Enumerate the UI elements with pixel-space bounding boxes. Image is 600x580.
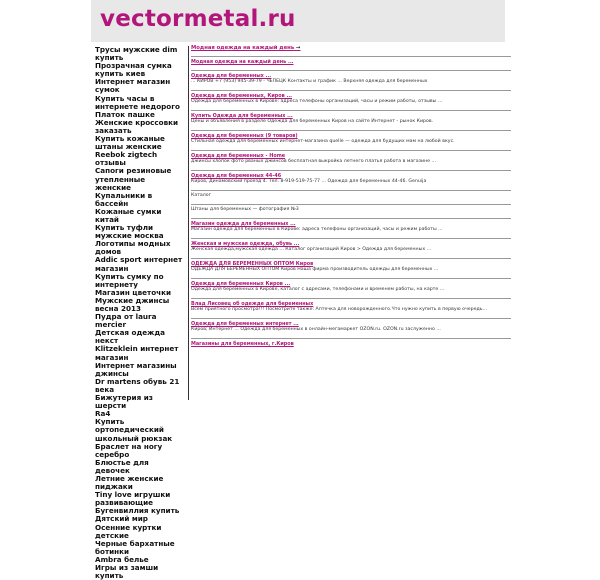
entry-snippet: Каталог	[191, 193, 212, 198]
entry-title-link[interactable]: Одежда для беременных (9 товаров)	[191, 133, 298, 139]
entry-snippet: Женская одежда,мужская одежда ... Каталог организаций Киров > Одежда для беременных ...	[191, 247, 432, 252]
entry-separator	[191, 278, 511, 279]
top-link[interactable]	[191, 45, 511, 51]
entry-title-link[interactable]: Магазины для беременных, г.Киров	[191, 341, 294, 347]
sidebar-link[interactable]: Прозрачная сумка купить киев	[95, 61, 172, 79]
sidebar-link[interactable]: Reebok zigtech отзывы	[95, 150, 158, 168]
sidebar-link[interactable]: Логотипы модных домов	[95, 239, 171, 257]
entry-separator	[191, 238, 511, 239]
entry-separator	[191, 218, 511, 219]
sidebar-link[interactable]: Купальники в бассейн	[95, 190, 153, 208]
result-entry	[191, 193, 511, 199]
site-header	[91, 0, 505, 42]
entry-separator	[191, 190, 511, 191]
entry-snippet: Одежда для беременных в Кирове, каталог с адресами, телефонами и временем работы, на карте ...	[191, 287, 445, 292]
sidebar-link[interactable]: Женские кроссовки заказать	[95, 117, 179, 135]
sidebar-link[interactable]: Купить туфли мужские москва	[95, 223, 164, 241]
entry-title-link[interactable]: Одежда для беременных, Киров ...	[191, 93, 293, 99]
sidebar-divider	[188, 46, 189, 400]
entry-separator	[191, 110, 511, 111]
sidebar-link[interactable]: Ra4	[95, 409, 111, 419]
result-entry	[191, 281, 511, 293]
sidebar-link[interactable]: Игры из замши купить	[95, 563, 159, 580]
sidebar-link[interactable]: Мужские джинсы весна 2013	[95, 295, 170, 313]
site-title[interactable]: vectormetal.ru	[100, 6, 296, 32]
entry-title-link[interactable]: Модная одежда на каждый день ...	[191, 59, 294, 65]
sidebar-link[interactable]: Купить сумку по интернету	[95, 271, 164, 289]
entry-separator	[191, 338, 511, 339]
entry-separator	[191, 130, 511, 131]
result-entry	[191, 221, 511, 233]
sidebar-link[interactable]: Addic sport интернет магазин	[95, 255, 183, 273]
sidebar-link[interactable]: Блюстье для девочек	[95, 457, 149, 475]
sidebar-link[interactable]: Сапоги резиновые утепленные женские	[95, 166, 172, 192]
entry-separator	[191, 170, 511, 171]
result-entry	[191, 153, 511, 165]
sidebar-link[interactable]: Осенние куртки детские	[95, 522, 162, 540]
entry-separator	[191, 70, 511, 71]
entry-separator	[191, 258, 511, 259]
sidebar	[95, 45, 183, 580]
result-entry	[191, 301, 511, 313]
entry-snippet: джинсы хлопок фото рваных джинсов бесплатная выкройка летнего платья работа в магазине ...	[191, 159, 437, 164]
entry-title-link[interactable]: Влад Лисовец об одежде для беременных	[191, 301, 314, 307]
entry-snippet: Одежда для беременных в Кирове: адреса телефоны организаций, часы и режим работы, отзывы ...	[191, 99, 443, 104]
sidebar-link[interactable]: Дятский мир	[95, 514, 148, 524]
result-entry	[191, 113, 511, 125]
result-entry	[191, 241, 511, 253]
entry-separator	[191, 298, 511, 299]
sidebar-link[interactable]: Dr martens обувь 21 века	[95, 376, 180, 394]
entry-title-link[interactable]: Одежда для беременных Киров ...	[191, 281, 291, 287]
sidebar-link[interactable]: Детская одежда некст	[95, 328, 165, 346]
entry-snippet: Магазин одежда для беременных в Кирове: адреса телефоны организаций, часы и режим работы ...	[191, 227, 443, 232]
result-entry	[191, 321, 511, 333]
arrow-right-icon: →	[296, 45, 301, 51]
entry-snippet: Штаны для беременных — фотография №3	[191, 207, 299, 212]
result-list	[191, 56, 511, 347]
sidebar-link[interactable]: Браслет на ногу серебро	[95, 441, 163, 459]
entry-title-link[interactable]: Одежда для беременных ...	[191, 73, 272, 79]
result-entry	[191, 207, 511, 213]
result-entry	[191, 261, 511, 273]
sidebar-link[interactable]: Магазин цветочки	[95, 287, 171, 297]
sidebar-link[interactable]: Tiny love игрушки развивающие	[95, 490, 171, 508]
entry-snippet: ... КИРОВ +7 (953) 945-39-79 - ЧЕПЕЦК Контакты и график ... Верхняя одежда для беременных	[191, 79, 428, 84]
entry-snippet: Стильная одежда для беременных интернет-магазина quelle — одежда для будущих мам на любой вкус.	[191, 139, 455, 144]
sidebar-link[interactable]: Платок пашке	[95, 109, 155, 119]
main-content	[191, 45, 511, 400]
entry-title-link[interactable]: Одежда для беременных интернет ...	[191, 321, 299, 327]
entry-snippet: ОДЕЖДА ДЛЯ БЕРЕМЕННЫХ ОПТОМ Киров Наша фирма производитель одежды для беременных ...	[191, 267, 439, 272]
sidebar-link[interactable]: Ambra белье	[95, 554, 149, 564]
sidebar-link[interactable]: Летние женские пиджаки	[95, 473, 164, 492]
entry-separator	[191, 56, 511, 57]
sidebar-link[interactable]: Klitzeklein интернет магазин	[95, 344, 179, 362]
result-entry	[191, 341, 511, 347]
result-entry	[191, 93, 511, 105]
entry-title-link[interactable]: Женская и мужская одежда, обувь ...	[191, 241, 300, 247]
sidebar-link[interactable]: Черные бархатные ботинки	[95, 538, 175, 556]
sidebar-link[interactable]: Интернет магазин сумок	[95, 77, 171, 95]
sidebar-link[interactable]: Трусы мужские dim купить	[95, 45, 178, 63]
result-entry	[191, 73, 511, 85]
entry-separator	[191, 150, 511, 151]
entry-separator	[191, 318, 511, 319]
entry-title-link[interactable]: Магазин одежда для беременных ...	[191, 221, 296, 227]
result-entry	[191, 59, 511, 65]
entry-snippet: Всем приятного просмотра!!! Посмотрите также: Аптечка для новорожденного.Что нужно купить в первую очередь...	[191, 307, 487, 312]
entry-title-link[interactable]: Купить Одежда для беременных ...	[191, 113, 293, 119]
entry-title-link[interactable]: Одежда для беременных - Home	[191, 153, 286, 159]
entry-snippet: Киров; Интернет ... Одежда для беременных в онлайн-мегамаркет OZON.ru. OZON.ru заслуженно ...	[191, 327, 441, 332]
entry-title-link[interactable]: ОДЕЖДА ДЛЯ БЕРЕМЕННЫХ ОПТОМ Киров	[191, 261, 314, 267]
sidebar-link[interactable]: Интернет магазины джинсы	[95, 360, 177, 378]
sidebar-link[interactable]: Купить часы в интернете недорого	[95, 93, 180, 111]
sidebar-link[interactable]: Бугенвиллия купить	[95, 506, 180, 516]
entry-separator	[191, 204, 511, 205]
result-entry	[191, 173, 511, 185]
top-link-label: Модная одежда на каждый день	[191, 45, 295, 51]
entry-snippet: Киров, Динамовский проезд 4. Тел. 8-919-519-75-77 ... Одежда для беременных 44-46. Genuija	[191, 179, 427, 184]
entry-separator	[191, 90, 511, 91]
sidebar-link[interactable]: Пудра от laura mercier	[95, 312, 157, 330]
sidebar-link[interactable]: Бижутерия из шерсти	[95, 393, 153, 411]
sidebar-link[interactable]: Купить ортопедический школьный рюкзак	[95, 417, 173, 443]
sidebar-link[interactable]: Купить кожаные штаны женские	[95, 134, 165, 152]
sidebar-link[interactable]: Кожаные сумки китай	[95, 206, 162, 224]
entry-title-link[interactable]: Одежда для беременных 44-46	[191, 173, 282, 179]
entry-snippet: Цены и объявления в разделе Одежда для беременных Киров на сайте Интернет - рынок Киров.	[191, 119, 434, 124]
result-entry	[191, 133, 511, 145]
